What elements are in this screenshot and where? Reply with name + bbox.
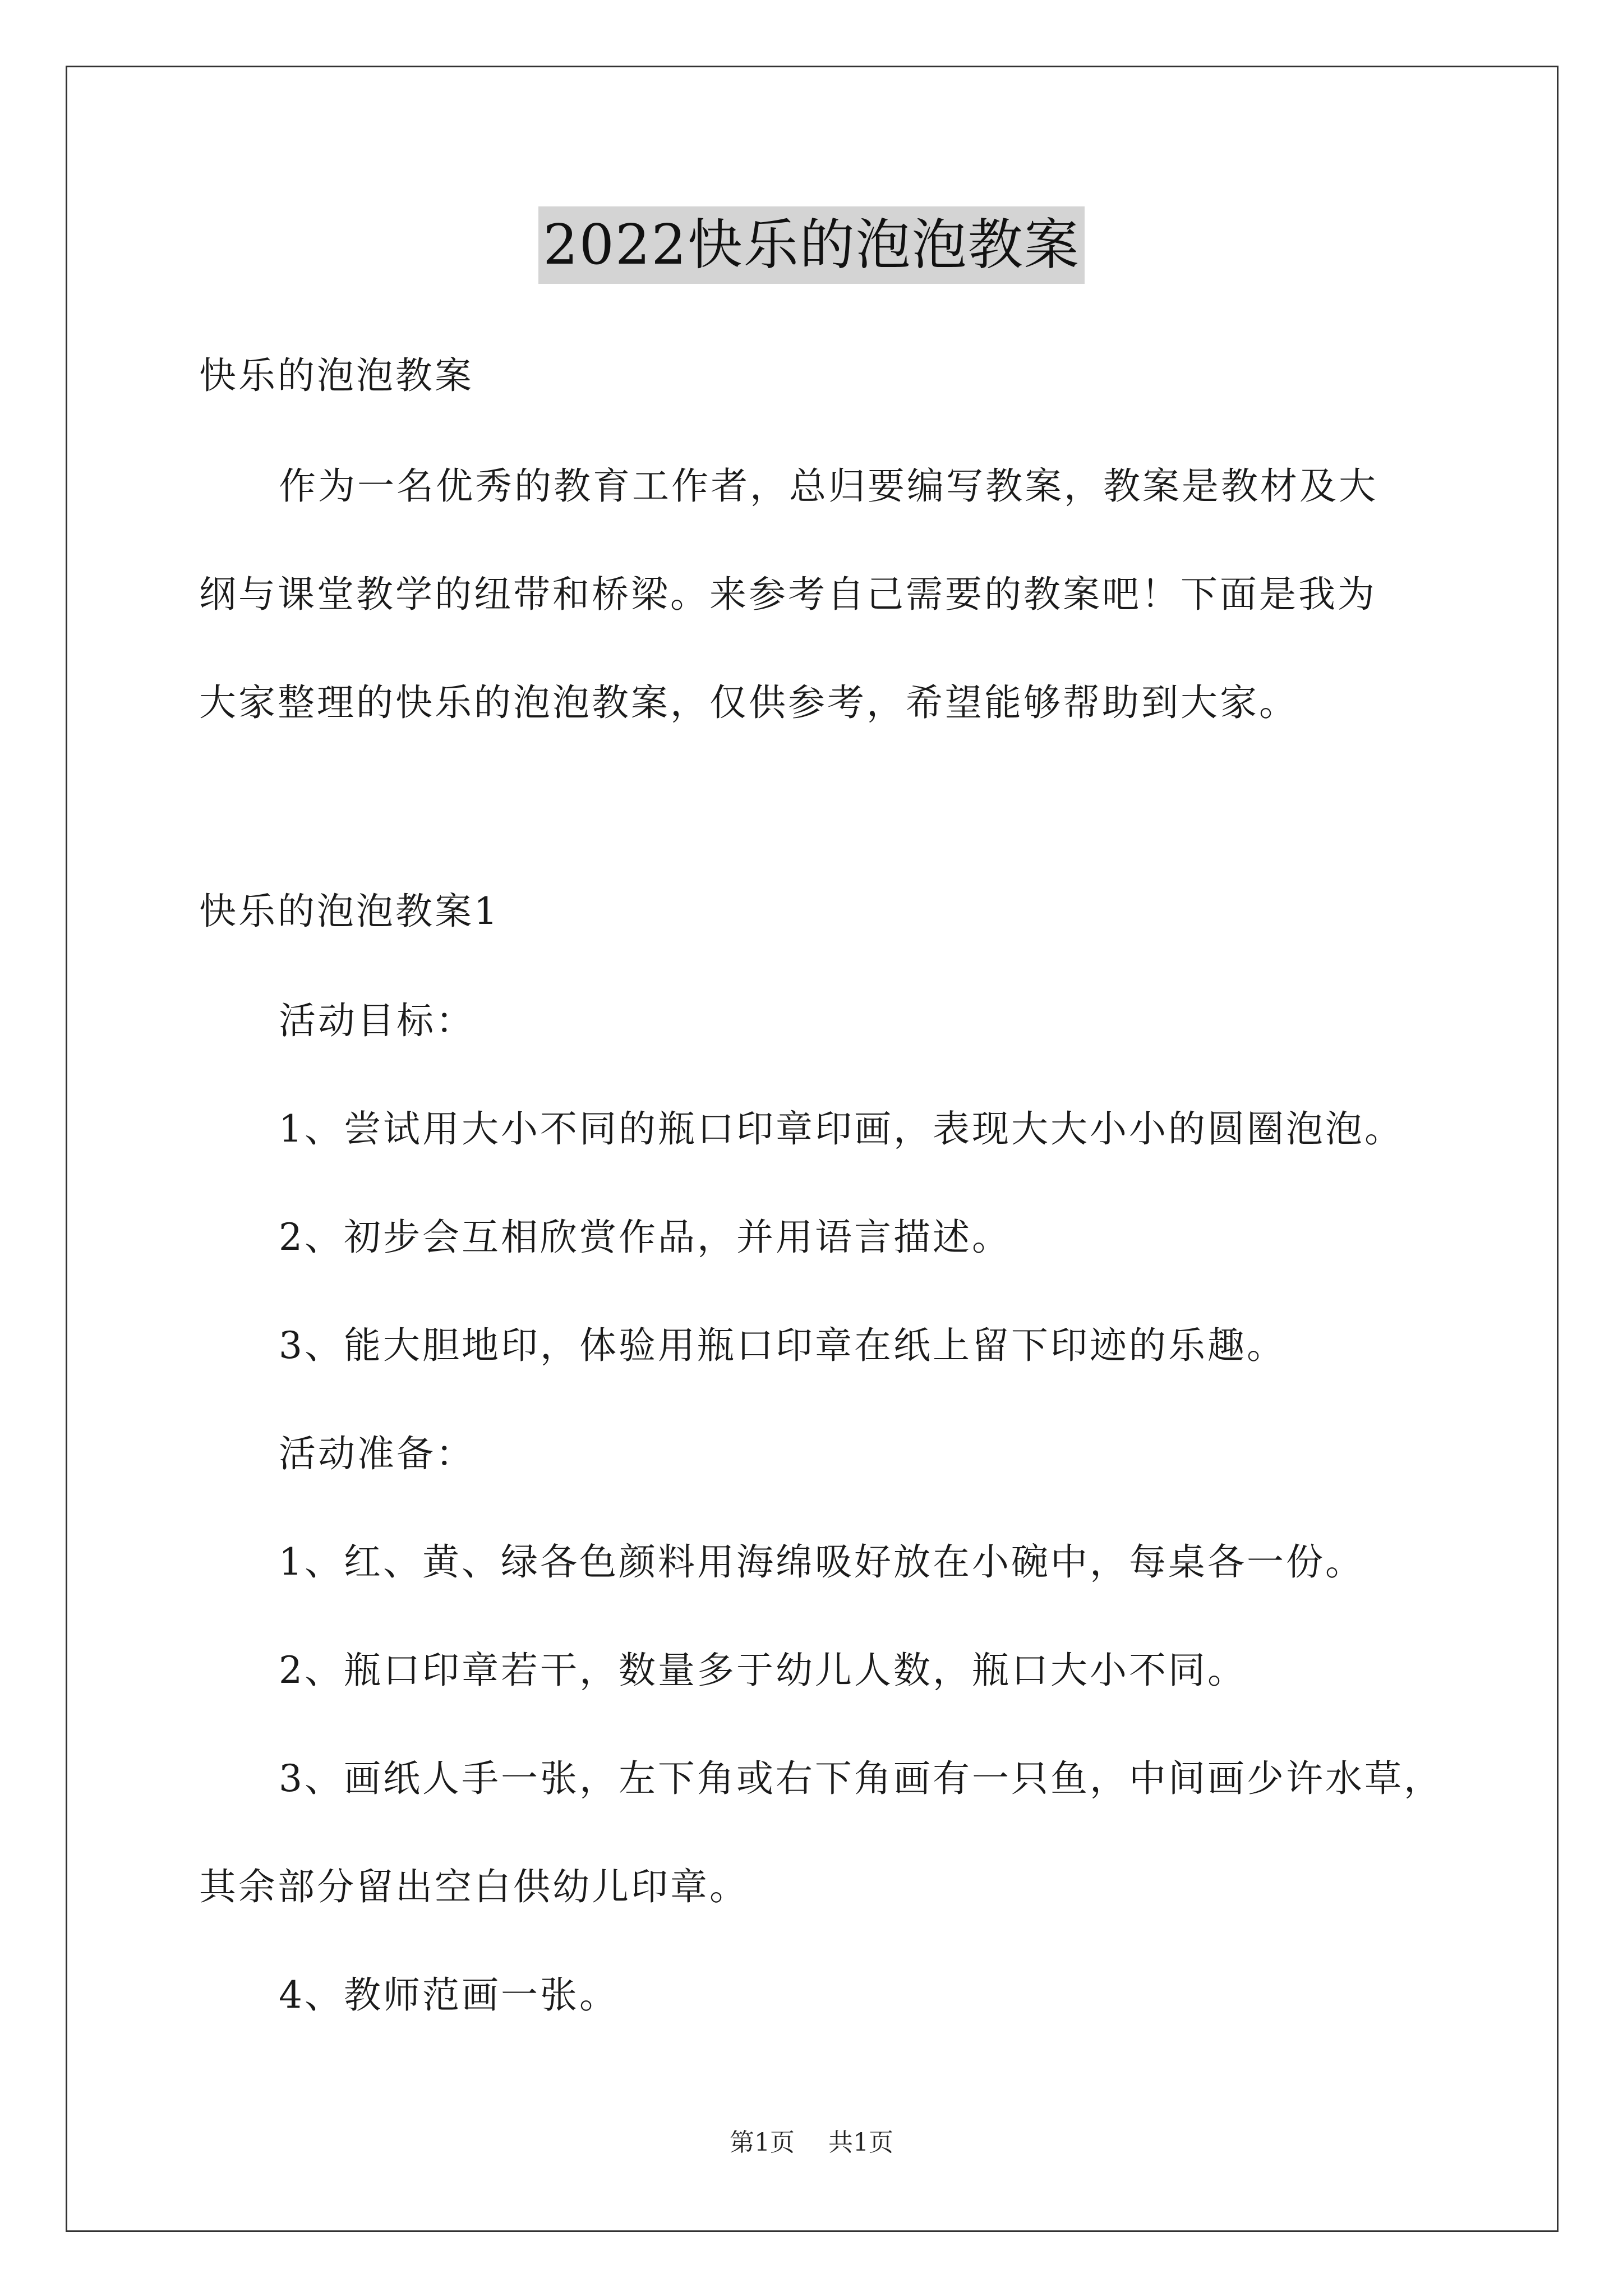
intro-line-1: 作为一名优秀的教育工作者，总归要编写教案，教案是教材及大 [279,464,1378,508]
goal-item-3: 3、能大胆地印，体验用瓶口印章在纸上留下印迹的乐趣。 [279,1324,1286,1367]
intro-line-2: 纲与课堂教学的纽带和桥梁。来参考自己需要的教案吧！下面是我为 [199,573,1377,616]
page-number: 第1页 [730,2128,795,2157]
prep-item-3-continued: 其余部分留出空白供幼儿印章。 [199,1865,749,1908]
section-heading: 快乐的泡泡教案1 [199,890,500,933]
page-total: 共1页 [828,2128,893,2157]
intro-line-3: 大家整理的快乐的泡泡教案，仅供参考，希望能够帮助到大家。 [199,681,1298,724]
prep-item-1: 1、红、黄、绿各色颜料用海绵吸好放在小碗中，每桌各一份。 [279,1540,1364,1584]
prep-item-2: 2、瓶口印章若干，数量多于幼儿人数，瓶口大小不同。 [279,1649,1247,1692]
prep-heading: 活动准备： [279,1432,475,1475]
goal-item-2: 2、初步会互相欣赏作品，并用语言描述。 [279,1216,1011,1259]
document-title: 2022快乐的泡泡教案 [538,206,1084,284]
page-footer [0,2126,1623,2160]
prep-item-4: 4、教师范画一张。 [279,1973,619,2017]
goal-item-1: 1、尝试用大小不同的瓶口印章印画，表现大大小小的圆圈泡泡。 [279,1107,1404,1151]
document-subtitle: 快乐的泡泡教案 [199,354,474,397]
title-container [0,206,1623,284]
prep-item-3: 3、画纸人手一张，左下角或右下角画有一只鱼，中间画少许水草， [279,1757,1443,1800]
goals-heading: 活动目标： [279,999,475,1042]
